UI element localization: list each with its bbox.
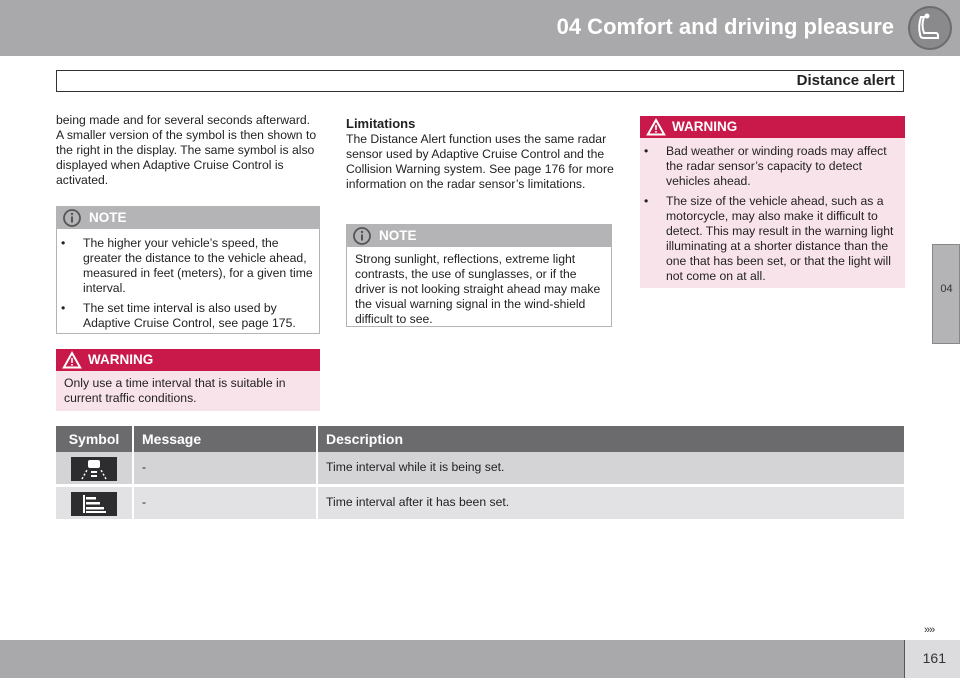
warning-box-2 [640, 116, 905, 288]
intro-paragraph: being made and for several seconds afterward. A smaller version of the symbol is then shown to the right in the display. The same symbol is also displayed when Adaptive Cruise Control is activated. [56, 113, 317, 187]
note-header [57, 207, 319, 229]
note-box-2 [346, 224, 612, 327]
limitations-paragraph: The Distance Alert function uses the same radar sensor used by Adaptive Cruise Control and the Collision Warning system. See page 176 for more information on the radar sensor’s limitations. [346, 132, 614, 191]
limitations-heading: Limitations [346, 116, 416, 131]
chapter-tab-label: 04 [940, 283, 953, 295]
description-cell: Time interval after it has been set. [318, 487, 904, 522]
bullet-icon: • [61, 236, 66, 250]
list-item: • The size of the vehicle ahead, such as a motorcycle, may also make it difficult to detect. This may result in the warning light illuminating at a shorter distance than the one that has been set, or that the light will not come on at all. [644, 194, 894, 283]
note-text: Strong sunlight, reflections, extreme light contrasts, the use of sunglasses, or if the driver is not looking straight ahead may make the visual warning signal in the wind-shield difficult to see. [355, 252, 601, 326]
message-cell: - [134, 487, 318, 522]
warning-list [640, 144, 905, 284]
column-header-message: Message [134, 426, 318, 452]
list-item: • The higher your vehicle’s speed, the greater the distance to the vehicle ahead, measured in feet (meters), for a given time interval. [61, 236, 313, 295]
page-header [0, 0, 960, 56]
bullet-icon: • [644, 144, 649, 158]
table-row [56, 487, 904, 522]
warning-header [56, 349, 320, 371]
warning-text: Only use a time interval that is suitable in current traffic conditions. [64, 376, 286, 405]
chapter-title: 04 Comfort and driving pleasure [556, 14, 894, 39]
distance-setting-icon [71, 457, 117, 481]
distance-set-icon [71, 492, 117, 516]
info-icon [63, 209, 81, 227]
column-header-symbol: Symbol [56, 426, 134, 452]
seat-icon [908, 6, 952, 50]
symbol-cell [56, 452, 134, 487]
symbol-cell [56, 487, 134, 522]
table-row [56, 452, 904, 487]
warning-label: WARNING [672, 119, 738, 134]
warning-label: WARNING [88, 352, 154, 367]
warning-triangle-icon [646, 118, 666, 136]
note-list [57, 236, 319, 331]
page-number-box [904, 640, 960, 678]
warning-triangle-icon [62, 351, 82, 369]
column-header-description: Description [318, 426, 904, 452]
note-box-1 [56, 206, 320, 334]
warning-header [640, 116, 905, 138]
warning-box-1 [56, 349, 320, 411]
message-cell: - [134, 452, 318, 487]
column-1 [56, 113, 320, 188]
bullet-icon: • [644, 194, 649, 208]
list-item: • Bad weather or winding roads may affect the radar sensor’s capacity to detect vehicles ahead. [644, 144, 887, 188]
section-header [56, 70, 904, 92]
page-number: 161 [922, 650, 946, 666]
list-item: • The set time interval is also used by Adaptive Cruise Control, see page 175. [61, 301, 296, 330]
chapter-tab[interactable] [932, 244, 960, 344]
note-header [347, 225, 611, 247]
symbol-table [56, 426, 904, 522]
description-cell: Time interval while it is being set. [318, 452, 904, 487]
table-header-row [56, 426, 904, 452]
column-2 [346, 116, 614, 192]
note-label: NOTE [89, 210, 127, 225]
section-title: Distance alert [796, 72, 895, 89]
bullet-icon: • [61, 301, 66, 315]
page-footer [0, 640, 960, 678]
note-label: NOTE [379, 228, 417, 243]
continue-marker: »» [924, 624, 935, 636]
info-icon [353, 227, 371, 245]
